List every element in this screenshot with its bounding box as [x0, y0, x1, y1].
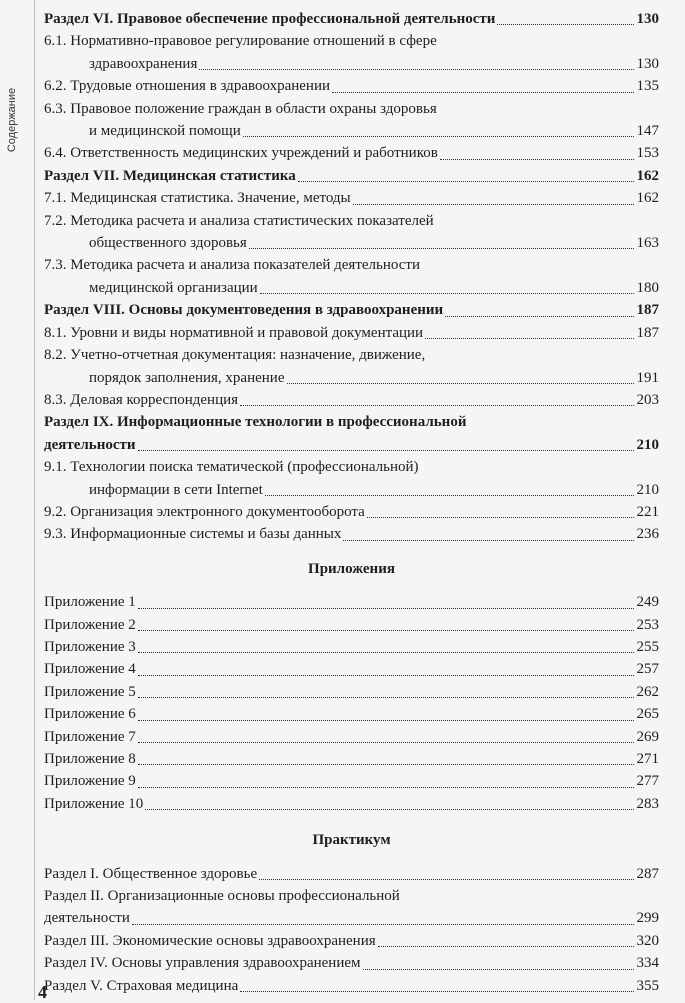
toc-appendix[interactable]	[44, 703, 659, 725]
toc-item-6-2[interactable]	[44, 75, 659, 97]
practicum-list	[44, 863, 659, 997]
toc-appendix[interactable]	[44, 726, 659, 748]
toc-page: 271	[636, 751, 659, 767]
leader-dots	[378, 946, 634, 947]
leader-dots	[138, 608, 634, 609]
toc-title: Приложение 4	[44, 661, 136, 678]
toc-page: 320	[636, 932, 659, 949]
toc-title: Раздел IV. Основы управления здравоохранением	[44, 955, 361, 972]
leader-dots	[249, 248, 634, 249]
toc-line	[44, 456, 659, 478]
toc-page: 299	[636, 910, 659, 927]
toc-page: 210	[636, 436, 659, 453]
toc-item-6-1[interactable]	[44, 30, 659, 75]
leader-dots	[363, 969, 634, 970]
toc-page: 334	[636, 955, 659, 972]
toc-page: 253	[636, 616, 659, 633]
toc-item-7-3[interactable]	[44, 254, 659, 299]
toc-title: Приложение 1	[44, 594, 136, 611]
sidebar-label	[4, 60, 20, 180]
toc-item-6-4[interactable]	[44, 142, 659, 164]
toc-page: 265	[636, 706, 659, 723]
appendices-list	[44, 591, 659, 815]
toc-line	[44, 344, 659, 366]
toc-page: 249	[636, 594, 659, 611]
toc-page: 355	[636, 977, 659, 994]
toc-line	[44, 53, 659, 75]
toc-section-9[interactable]	[44, 411, 659, 456]
toc-section-8[interactable]	[44, 299, 659, 321]
toc-title: 7.3. Методика расчета и анализа показателей деятельности	[44, 257, 421, 274]
toc-practicum-4[interactable]	[44, 952, 659, 974]
toc-line	[44, 479, 659, 501]
toc-title: 9.1. Технологии поиска тематической (профессиональной)	[44, 459, 419, 476]
leader-dots	[145, 809, 633, 810]
toc-section-7[interactable]	[44, 165, 659, 187]
toc-page: 191	[636, 369, 659, 386]
toc-title: 7.2. Методика расчета и анализа статистических показателей	[44, 212, 434, 229]
toc-page: 135	[636, 78, 659, 95]
leader-dots	[243, 136, 634, 137]
toc-appendix[interactable]	[44, 748, 659, 770]
appendices-heading: Приложения	[308, 560, 395, 577]
toc-title-cont: общественного здоровья	[89, 235, 247, 252]
leader-dots	[240, 991, 633, 992]
toc-title: 8.2. Учетно-отчетная документация: назначение, движение,	[44, 347, 426, 364]
leader-dots	[332, 92, 633, 93]
toc-item-7-2[interactable]	[44, 210, 659, 255]
toc-line	[44, 30, 659, 52]
toc-appendix[interactable]	[44, 636, 659, 658]
toc-item-9-1[interactable]	[44, 456, 659, 501]
page-number: 4	[38, 982, 47, 1002]
toc-title: Приложение 7	[44, 728, 136, 745]
toc-title: 8.3. Деловая корреспонденция	[44, 391, 239, 408]
toc-title: 9.2. Организация электронного документооборота	[44, 503, 365, 520]
toc-page: 262	[636, 683, 659, 700]
toc-title-cont: и медицинской помощи	[89, 123, 241, 140]
leader-dots	[259, 879, 633, 880]
leader-dots	[132, 924, 634, 925]
toc-appendix[interactable]	[44, 793, 659, 815]
toc-page: 187	[636, 302, 659, 319]
toc-title: Приложение 5	[44, 683, 136, 700]
leader-dots	[353, 204, 634, 205]
toc-page: 147	[636, 123, 659, 140]
toc-title: Приложение 9	[44, 773, 136, 790]
toc-practicum-3[interactable]	[44, 930, 659, 952]
toc-practicum-2[interactable]	[44, 885, 659, 930]
toc-page: 163	[636, 235, 659, 252]
toc-page: 277	[636, 773, 659, 790]
sidebar-label-text: Содержание	[6, 87, 18, 153]
toc-page: 162	[636, 167, 659, 184]
toc-title: Раздел IX. Информационные технологии в профессиональной	[44, 414, 467, 431]
toc-page: 210	[636, 481, 659, 498]
toc-appendix[interactable]	[44, 658, 659, 680]
leader-dots	[138, 764, 634, 765]
toc-title: Приложение 8	[44, 751, 136, 767]
toc-line	[44, 411, 659, 433]
toc-title: Раздел III. Экономические основы здравоохранения	[44, 932, 376, 949]
practicum-heading: Практикум	[312, 832, 391, 849]
toc-appendix[interactable]	[44, 591, 659, 613]
toc-item-6-3[interactable]	[44, 98, 659, 143]
toc-title: Раздел V. Страховая медицина	[44, 977, 239, 994]
toc-line	[44, 210, 659, 232]
leader-dots	[367, 517, 634, 518]
table-of-contents	[44, 8, 659, 997]
leader-dots	[425, 338, 633, 339]
toc-page: 153	[636, 145, 659, 162]
toc-title: Приложение 10	[44, 795, 144, 812]
toc-title: Раздел VII. Медицинская статистика	[44, 167, 296, 184]
toc-page: 180	[636, 279, 659, 296]
toc-practicum-1[interactable]	[44, 863, 659, 885]
toc-page: 255	[636, 638, 659, 655]
leader-dots	[287, 383, 634, 384]
leader-dots	[138, 697, 634, 698]
toc-title: Раздел VI. Правовое обеспечение профессиональной деятельности	[44, 11, 496, 27]
toc-page: 269	[636, 728, 659, 745]
leader-dots	[343, 540, 633, 541]
toc-line	[44, 885, 659, 907]
toc-page: 221	[636, 503, 659, 520]
toc-title: Раздел II. Организационные основы профессиональной	[44, 888, 400, 905]
toc-practicum-5[interactable]	[44, 975, 659, 997]
leader-dots	[138, 652, 634, 653]
toc-line	[44, 434, 659, 456]
leader-dots	[265, 495, 634, 496]
toc-page: 130	[636, 55, 659, 72]
toc-title: 8.1. Уровни и виды нормативной и правовой документации	[44, 324, 424, 341]
toc-item-8-1[interactable]	[44, 322, 659, 344]
leader-dots	[440, 159, 634, 160]
leader-dots	[260, 293, 634, 294]
toc-title: 6.4. Ответственность медицинских учреждений и работников	[44, 145, 438, 162]
leader-dots	[138, 450, 634, 451]
toc-title: Приложение 2	[44, 616, 136, 633]
toc-title: 9.3. Информационные системы и базы данных	[44, 526, 342, 543]
toc-item-9-3[interactable]	[44, 523, 659, 545]
toc-item-8-2[interactable]	[44, 344, 659, 389]
toc-title: 6.1. Нормативно-правовое регулирование отношений в сфере	[44, 33, 437, 50]
toc-item-9-2[interactable]	[44, 501, 659, 523]
toc-title: Приложение 3	[44, 638, 136, 655]
margin-rule	[34, 0, 35, 1000]
toc-page: 283	[636, 795, 659, 812]
toc-line	[44, 907, 659, 929]
toc-title: Приложение 6	[44, 706, 136, 723]
leader-dots	[298, 181, 634, 182]
toc-page: 257	[636, 661, 659, 678]
toc-title-cont: медицинской организации	[89, 279, 258, 296]
toc-title-cont: деятельности	[44, 436, 136, 453]
toc-line	[44, 367, 659, 389]
toc-title-cont: здравоохранения	[89, 55, 198, 72]
leader-dots	[138, 675, 634, 676]
leader-dots	[138, 742, 634, 743]
toc-page: 162	[636, 190, 659, 207]
toc-appendix[interactable]	[44, 681, 659, 703]
toc-appendix[interactable]	[44, 614, 659, 636]
toc-title-cont: информации в сети Internet	[89, 481, 263, 498]
toc-title-cont: порядок заполнения, хранение	[89, 369, 285, 386]
toc-title: 6.2. Трудовые отношения в здравоохранении	[44, 78, 331, 95]
toc-section-6[interactable]	[44, 8, 659, 30]
toc-page: 236	[636, 526, 659, 543]
leader-dots	[138, 630, 634, 631]
toc-line	[44, 254, 659, 276]
toc-line	[44, 98, 659, 120]
toc-page: 287	[636, 865, 659, 882]
toc-item-7-1[interactable]	[44, 187, 659, 209]
leader-dots	[199, 69, 633, 70]
toc-item-8-3[interactable]	[44, 389, 659, 411]
toc-line	[44, 232, 659, 254]
leader-dots	[445, 316, 633, 317]
leader-dots	[497, 24, 633, 25]
toc-title: Раздел VIII. Основы документоведения в здравоохранении	[44, 302, 444, 319]
toc-title: 7.1. Медицинская статистика. Значение, методы	[44, 190, 351, 207]
toc-line	[44, 277, 659, 299]
toc-page: 203	[636, 391, 659, 408]
toc-title-cont: деятельности	[44, 910, 130, 927]
leader-dots	[240, 405, 633, 406]
toc-page: 187	[636, 324, 659, 341]
leader-dots	[138, 720, 634, 721]
toc-line	[44, 120, 659, 142]
toc-appendix[interactable]	[44, 770, 659, 792]
toc-page: 130	[636, 11, 659, 27]
toc-title: 6.3. Правовое положение граждан в области охраны здоровья	[44, 100, 437, 117]
toc-title: Раздел I. Общественное здоровье	[44, 865, 258, 882]
leader-dots	[138, 787, 634, 788]
